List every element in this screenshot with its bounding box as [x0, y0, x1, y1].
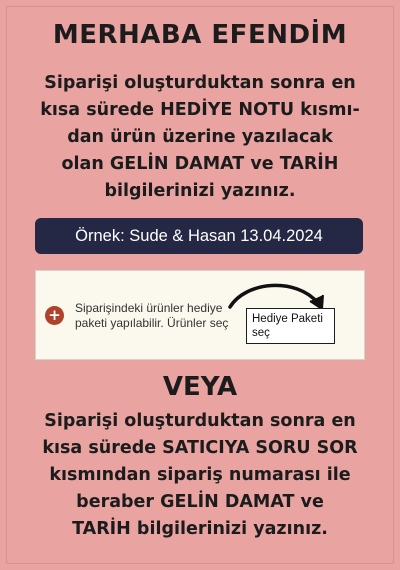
gift-option-text: Siparişindeki ürünler hediye paketi yapılabilir. Ürünler seç: [75, 301, 229, 330]
instruction-ask-seller: [0, 408, 400, 543]
instruction-line: Siparişi oluşturduktan sonra en: [44, 411, 356, 431]
instruction-gift-note: [0, 70, 400, 205]
instruction-line: Siparişi oluşturduktan sonra en: [44, 73, 356, 93]
gift-option-screenshot: [35, 270, 365, 360]
or-heading: VEYA: [162, 372, 238, 402]
instruction-line: kısmından sipariş numarası ile: [49, 465, 351, 485]
page-title: MERHABA EFENDİM: [52, 20, 348, 50]
example-banner: Örnek: Sude & Hasan 13.04.2024: [35, 218, 363, 254]
instruction-line: TARİH bilgilerinizi yazınız.: [72, 519, 328, 539]
instruction-line: kısa sürede HEDİYE NOTU kısmı-: [40, 100, 360, 120]
instruction-line: kısa sürede SATICIYA SORU SOR: [42, 438, 358, 458]
instruction-line: dan ürün üzerine yazılacak: [67, 127, 333, 147]
instruction-line: olan GELİN DAMAT ve TARİH: [61, 154, 339, 174]
instruction-line: beraber GELİN DAMAT ve: [76, 492, 324, 512]
plus-icon[interactable]: +: [45, 306, 64, 325]
gift-package-select-button[interactable]: Hediye Paketi seç: [246, 308, 335, 344]
instruction-line: bilgilerinizi yazınız.: [104, 181, 296, 201]
